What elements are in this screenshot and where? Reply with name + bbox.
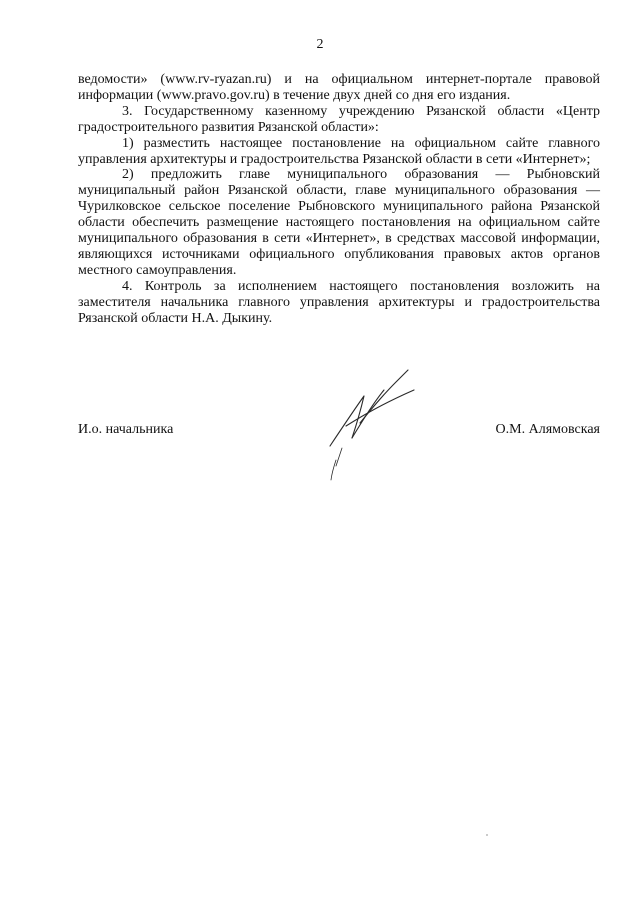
paragraph-subitem-2: 2) предложить главе муниципального образования — Рыбновский муниципальный район Рязанской области, главе муниципального образования — Чурилковское сельское поселение Рыбновского муниципального района Рязанской области обеспечить размещение настоящего постановления на официальном сайте муниципального образования в сети «Интернет», в средствах массовой информации, являющихся источниками официального опубликования правовых актов органов местного самоуправления. <box>78 167 600 278</box>
scan-speck <box>486 834 488 836</box>
page-number: 2 <box>316 37 324 52</box>
paragraph-continuation: ведомости» (www.rv-ryazan.ru) и на официальном интернет-портале правовой информации (www.pravo.gov.ru) в течение двух дней со дня его издания. <box>78 72 600 103</box>
signatory-name: О.М. Алямовская <box>495 422 600 437</box>
document-body <box>78 72 600 327</box>
paragraph-item-3: 3. Государственному казенному учреждению Рязанской области «Центр градостроительного развития Рязанской области»: <box>78 103 600 135</box>
paragraph-subitem-1: 1) разместить настоящее постановление на официальном сайте главного управления архитектуры и градостроительства Рязанской области в сети «Интернет»; <box>78 135 600 167</box>
paragraph-item-4: 4. Контроль за исполнением настоящего постановления возложить на заместителя начальника главного управления архитектуры и градостроительства Рязанской области Н.А. Дыкину. <box>78 278 600 326</box>
handwritten-signature <box>312 368 422 483</box>
signatory-title: И.о. начальника <box>78 422 174 437</box>
